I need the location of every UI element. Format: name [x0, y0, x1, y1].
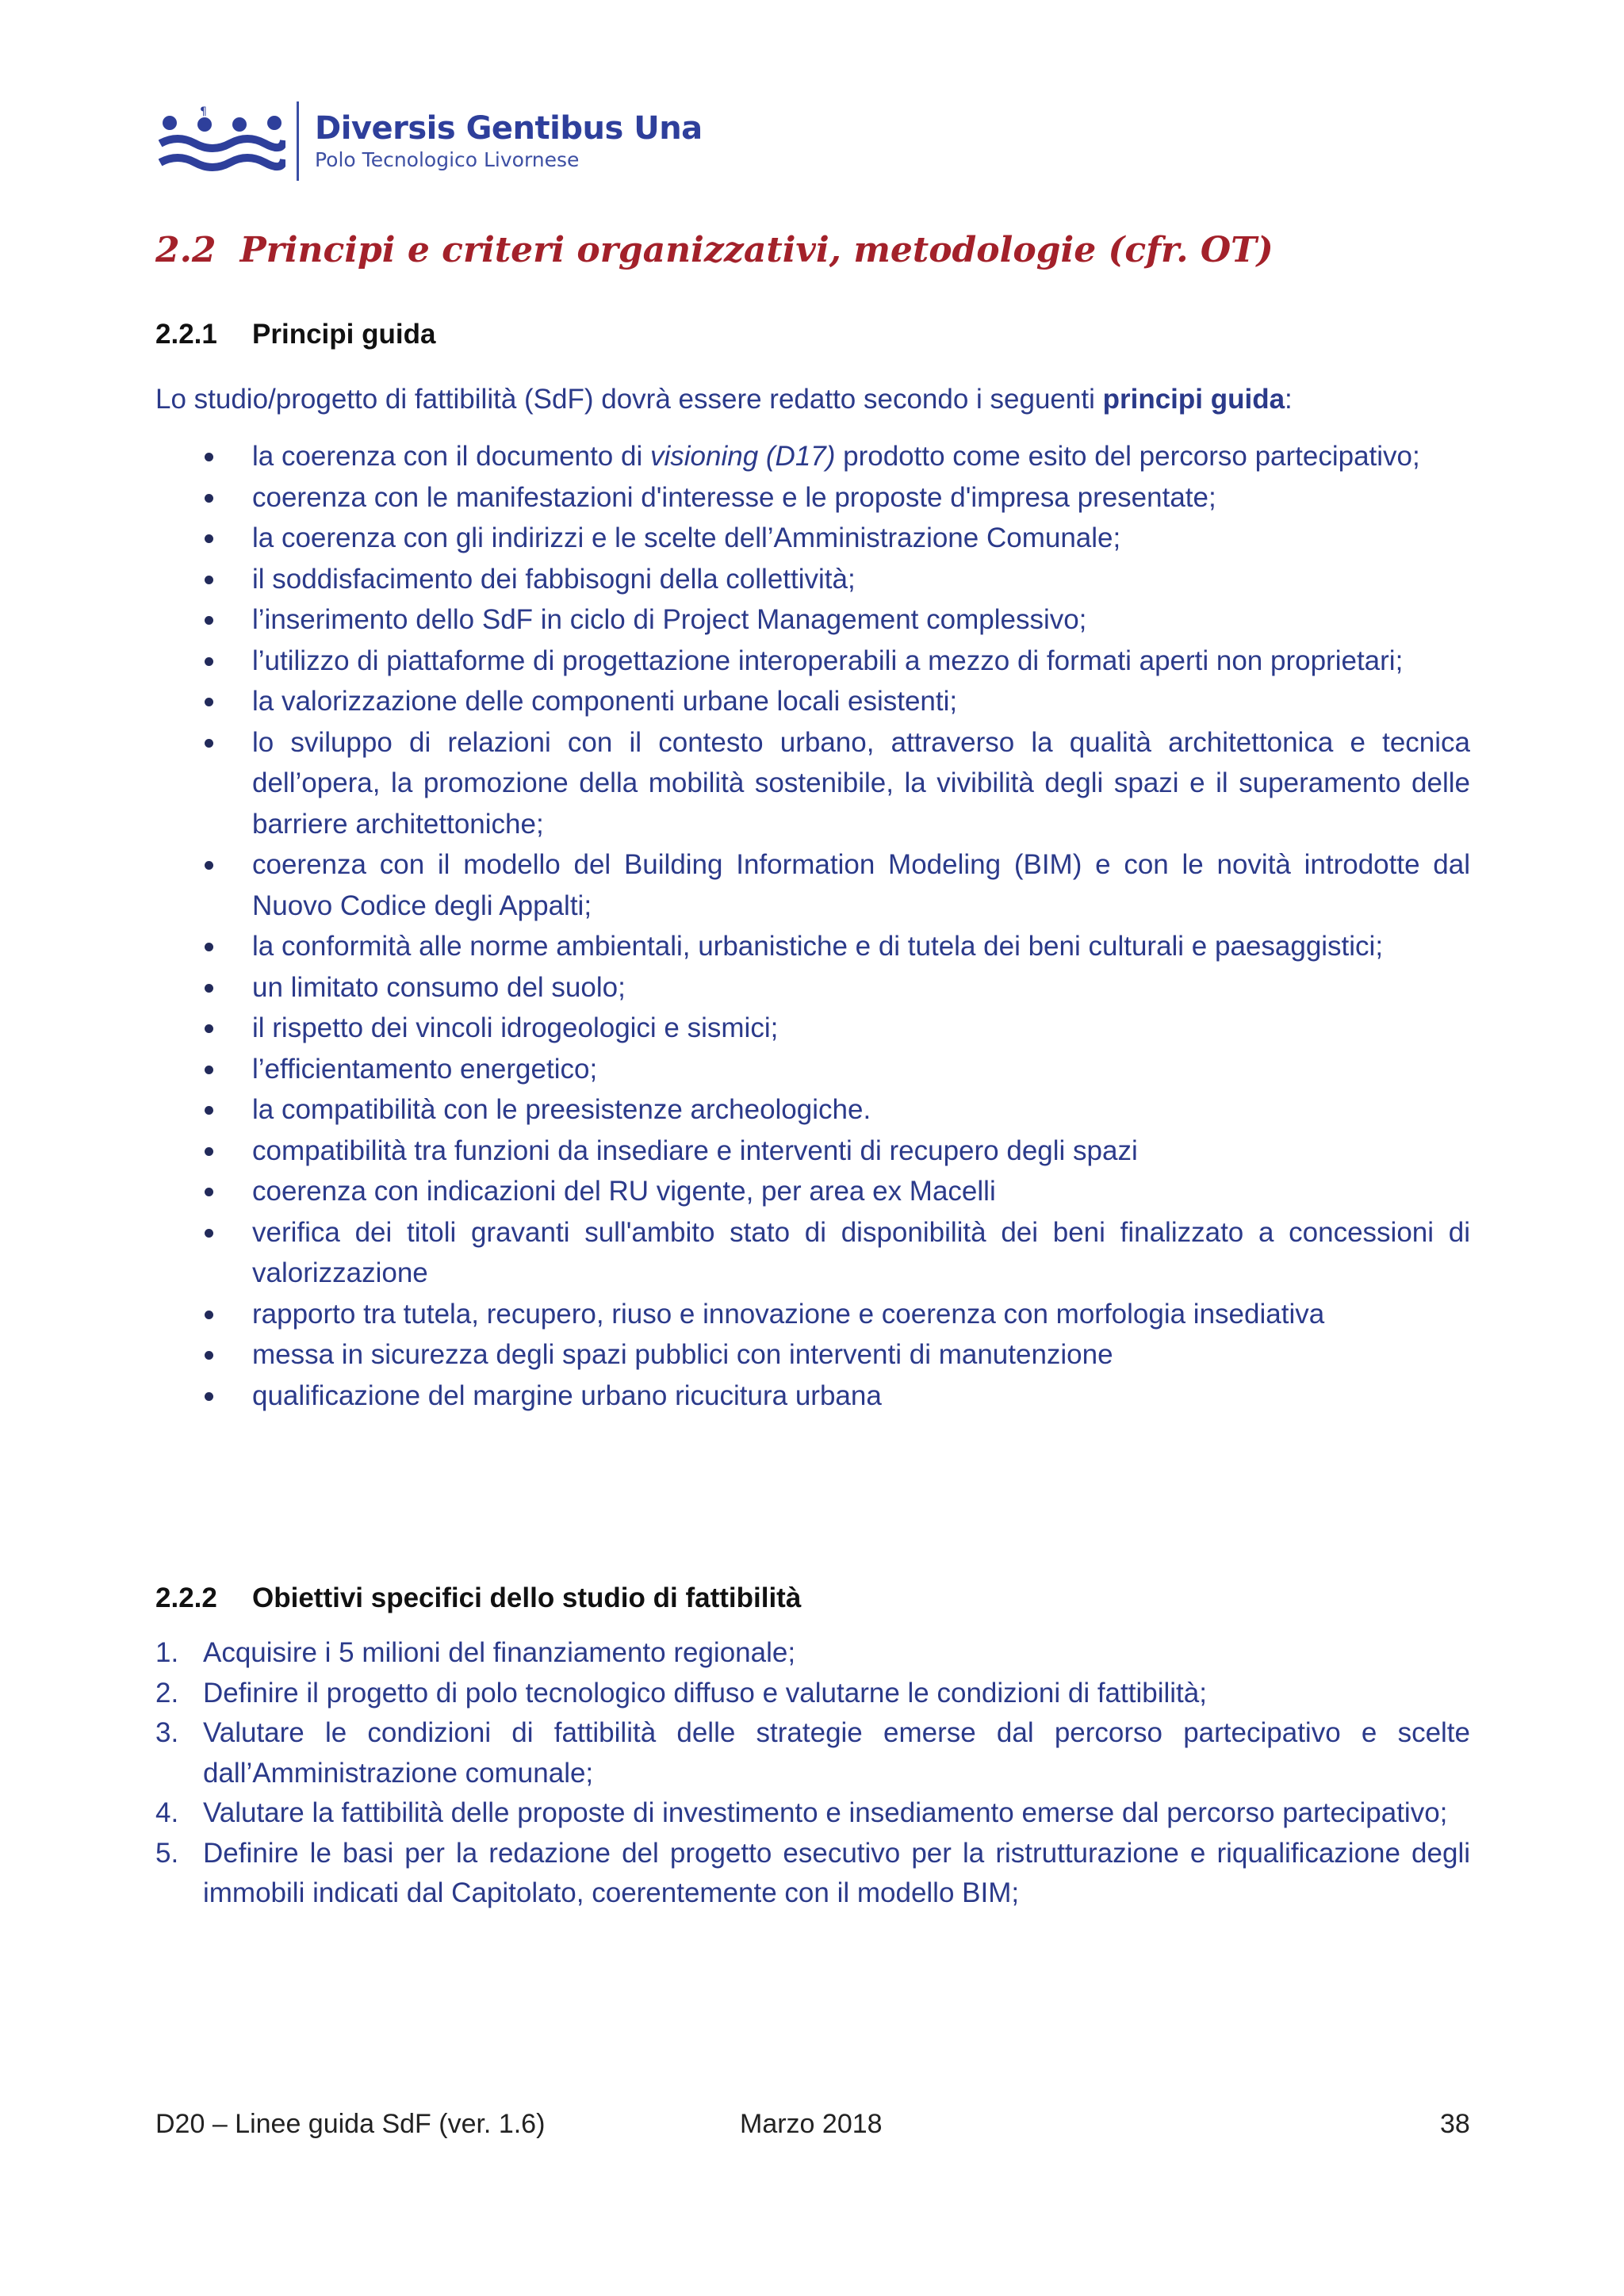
intro-bold: principi guida: [1102, 384, 1285, 415]
bullet-icon: [205, 453, 213, 461]
bullet-icon: [205, 1147, 213, 1156]
footer-document: D20 – Linee guida SdF (ver. 1.6): [155, 2109, 546, 2139]
section-number: 2.2: [155, 230, 216, 270]
section-heading: [155, 230, 1274, 270]
bullet-icon: [205, 1188, 213, 1196]
bullet-icon: [205, 534, 213, 543]
bullet-icon: [205, 494, 213, 503]
svg-text:¶: ¶: [200, 105, 207, 118]
logo-text: [315, 109, 703, 173]
principle-item: [155, 477, 1470, 519]
objective-number: 5.: [155, 1837, 179, 1869]
objective-item: [155, 1834, 1470, 1914]
footer-date: Marzo 2018: [740, 2109, 883, 2139]
intro-paragraph: [155, 379, 1293, 419]
principle-text: la coerenza con il documento di: [252, 441, 650, 472]
principle-text: l’utilizzo di piattaforme di progettazione interoperabili a mezzo di formati aperti non proprietari;: [252, 645, 1404, 676]
principle-text: messa in sicurezza degli spazi pubblici con interventi di manutenzione: [252, 1339, 1113, 1370]
principle-text: il soddisfacimento dei fabbisogni della collettività;: [252, 563, 856, 595]
principle-text: la compatibilità con le preesistenze archeologiche.: [252, 1094, 871, 1125]
objective-number: 2.: [155, 1677, 179, 1709]
bullet-icon: [205, 861, 213, 870]
subsection-heading-objectives: [155, 1582, 801, 1614]
principle-text: lo sviluppo di relazioni con il contesto urbano, attraverso la qualità architettonica e tecnica dell’opera, la promozione della mobilità sostenibile, la vivibilità degli spazi e il superamento delle barriere architettoniche;: [252, 726, 1470, 840]
principle-text: l’inserimento dello SdF in ciclo di Project Management complessivo;: [252, 604, 1087, 635]
principle-text: qualificazione del margine urbano ricucitura urbana: [252, 1380, 882, 1411]
objective-text: Valutare la fattibilità delle proposte di investimento e insediamento emerse dal percorso partecipativo;: [203, 1797, 1448, 1828]
bullet-icon: [205, 1229, 213, 1238]
objective-item: [155, 1793, 1470, 1834]
principle-emphasis: visioning (D17): [649, 441, 836, 472]
bullet-icon: [205, 657, 213, 666]
principle-item: [155, 1334, 1470, 1376]
bullet-icon: [205, 1024, 213, 1033]
logo-waves-icon: [159, 105, 285, 177]
intro-text: Lo studio/progetto di fattibilità (SdF) dovrà essere redatto secondo i seguenti: [155, 384, 1103, 415]
bullet-icon: [205, 698, 213, 706]
bullet-icon: [205, 1311, 213, 1319]
principle-item: [155, 1131, 1470, 1172]
principles-list: [155, 436, 1470, 1416]
principle-text-cont: prodotto come esito del percorso partecipativo;: [835, 441, 1420, 472]
bullet-icon: [205, 984, 213, 993]
principle-item: [155, 436, 1470, 477]
principle-item: [155, 641, 1470, 682]
principle-item: [155, 1089, 1470, 1131]
objective-text: Definire il progetto di polo tecnologico diffuso e valutarne le condizioni di fattibilità;: [203, 1677, 1207, 1709]
objective-number: 1.: [155, 1637, 179, 1668]
principle-text: il rispetto dei vincoli idrogeologici e sismici;: [252, 1012, 779, 1043]
subsection-number: 2.2.2: [155, 1582, 217, 1613]
principle-text: verifica dei titoli gravanti sull'ambito stato di disponibilità dei beni finalizzato a concessioni di valorizzazione: [252, 1216, 1470, 1288]
principle-item: [155, 1008, 1470, 1049]
objective-item: [155, 1713, 1470, 1793]
principle-text: rapporto tra tutela, recupero, riuso e innovazione e coerenza con morfologia insediativa: [252, 1298, 1325, 1330]
subsection-title: Principi guida: [252, 319, 436, 350]
objectives-list: [155, 1633, 1470, 1914]
principle-text: un limitato consumo del suolo;: [252, 971, 626, 1003]
principle-item: [155, 1212, 1470, 1294]
principle-text: la valorizzazione delle componenti urbane locali esistenti;: [252, 686, 958, 717]
bullet-icon: [205, 1106, 213, 1115]
objective-item: [155, 1674, 1470, 1714]
objective-item: [155, 1633, 1470, 1674]
footer-page-number: 38: [1440, 2109, 1470, 2139]
principle-text: l’efficientamento energetico;: [252, 1053, 598, 1085]
subsection-heading-principles: [155, 319, 435, 350]
principle-text: coerenza con le manifestazioni d'interesse e le proposte d'impresa presentate;: [252, 481, 1216, 513]
bullet-icon: [205, 739, 213, 748]
principle-item: [155, 559, 1470, 600]
section-title: Principi e criteri organizzativi, metodologie (cfr. OT): [239, 230, 1274, 270]
principle-item: [155, 1376, 1470, 1417]
principle-item: [155, 518, 1470, 559]
principle-text: coerenza con il modello del Building Information Modeling (BIM) e con le novità introdotte dal Nuovo Codice degli Appalti;: [252, 849, 1470, 921]
principle-item: [155, 844, 1470, 926]
objective-number: 4.: [155, 1797, 179, 1828]
logo-title: Diversis Gentibus Una: [315, 109, 703, 147]
subsection-number: 2.2.1: [155, 319, 217, 350]
logo: [159, 99, 703, 182]
bullet-icon: [205, 1066, 213, 1074]
objective-number: 3.: [155, 1717, 179, 1748]
principle-item: [155, 599, 1470, 641]
logo-divider: [297, 101, 299, 181]
principle-text: la conformità alle norme ambientali, urbanistiche e di tutela dei beni culturali e paesaggistici;: [252, 931, 1384, 962]
objective-text: Definire le basi per la redazione del progetto esecutivo per la ristrutturazione e riqualificazione degli immobili indicati dal Capitolato, coerentemente con il modello BIM;: [203, 1837, 1470, 1908]
principle-item: [155, 681, 1470, 722]
principle-item: [155, 926, 1470, 967]
principle-text: la coerenza con gli indirizzi e le scelte dell’Amministrazione Comunale;: [252, 522, 1121, 553]
bullet-icon: [205, 576, 213, 584]
subsection-title: Obiettivi specifici dello studio di fattibilità: [252, 1582, 802, 1613]
bullet-icon: [205, 943, 213, 951]
principle-item: [155, 1171, 1470, 1212]
logo-subtitle: Polo Tecnologico Livornese: [315, 147, 580, 171]
intro-colon: :: [1285, 384, 1293, 415]
bullet-icon: [205, 616, 213, 625]
principle-item: [155, 1049, 1470, 1090]
bullet-icon: [205, 1392, 213, 1401]
objective-text: Acquisire i 5 milioni del finanziamento regionale;: [203, 1637, 796, 1668]
objective-text: Valutare le condizioni di fattibilità delle strategie emerse dal percorso partecipativo e scelte dall’Amministrazione comunale;: [203, 1717, 1470, 1789]
principle-item: [155, 967, 1470, 1008]
principle-item: [155, 722, 1470, 845]
principle-text: compatibilità tra funzioni da insediare e interventi di recupero degli spazi: [252, 1135, 1138, 1166]
principle-item: [155, 1294, 1470, 1335]
principle-text: coerenza con indicazioni del RU vigente, per area ex Macelli: [252, 1176, 996, 1207]
bullet-icon: [205, 1351, 213, 1360]
